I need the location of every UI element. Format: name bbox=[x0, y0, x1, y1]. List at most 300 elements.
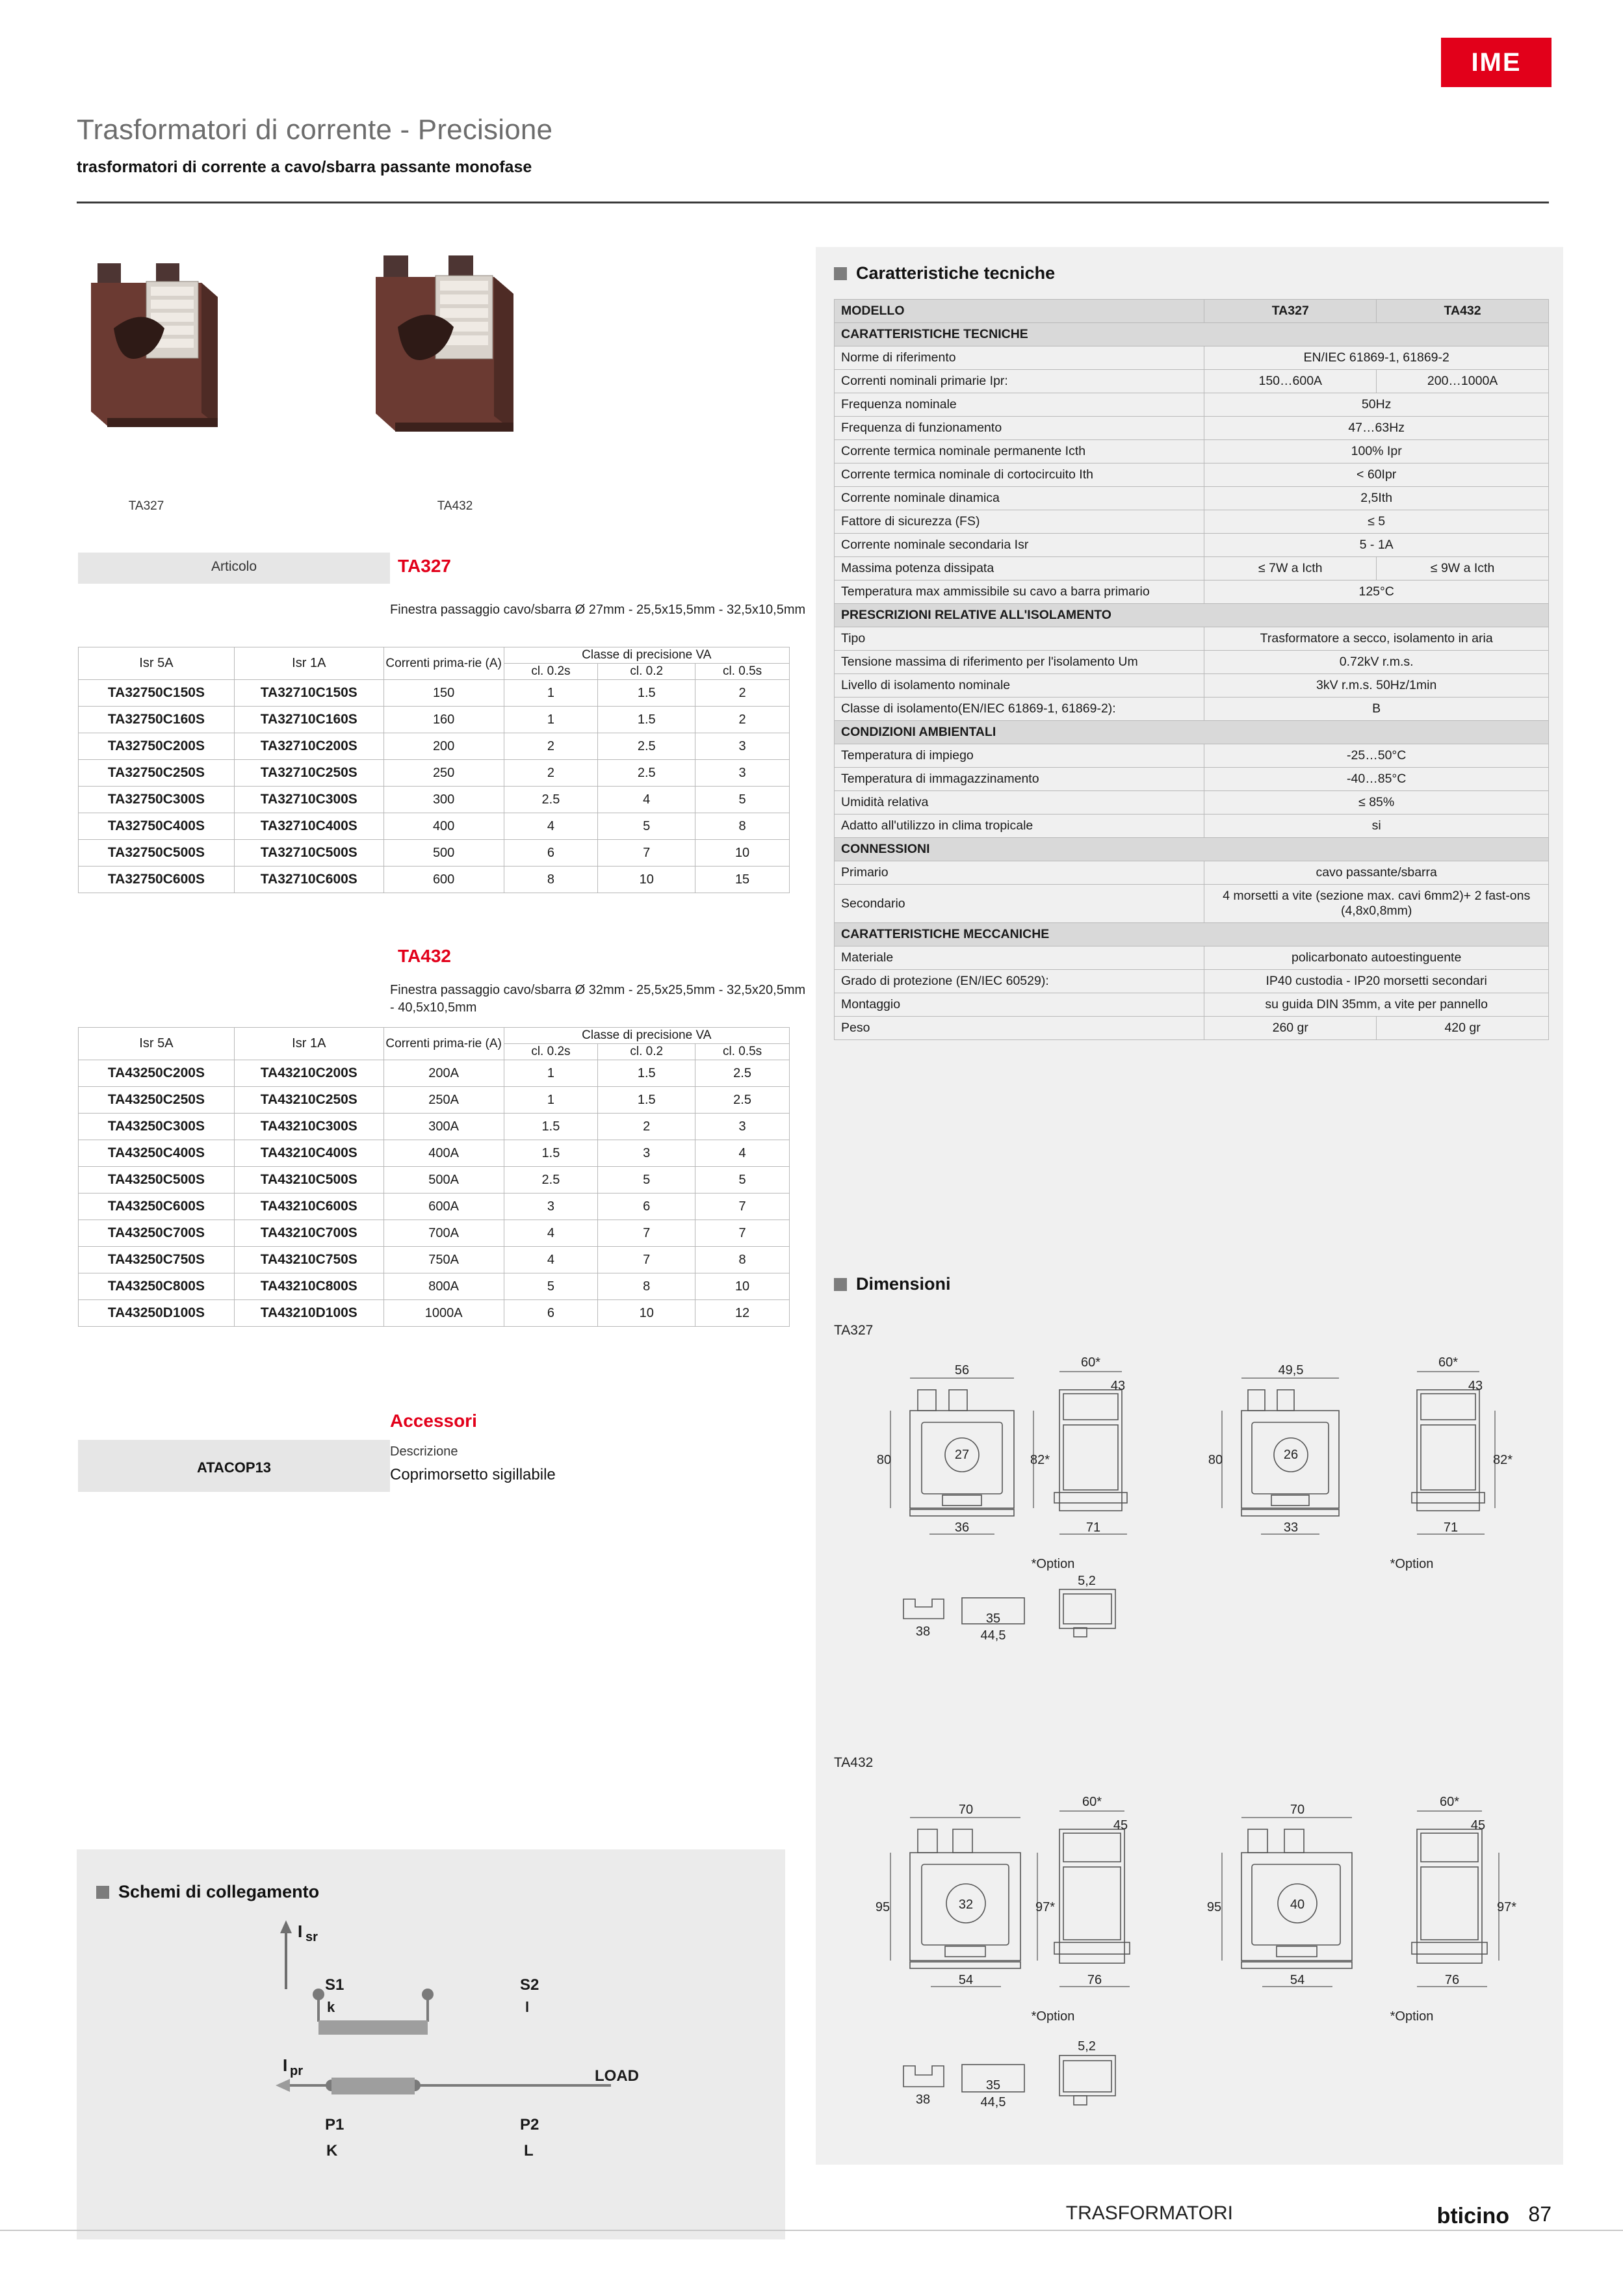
tech-row bbox=[835, 510, 1549, 534]
cell-cl05s: 3 bbox=[695, 1114, 790, 1140]
tech-row-value: 0.72kV r.m.s. bbox=[1204, 651, 1549, 674]
col-cl05s: cl. 0.5s bbox=[695, 1044, 790, 1060]
cell-isr5a: TA43250D100S bbox=[79, 1300, 235, 1327]
tech-row-value: si bbox=[1204, 815, 1549, 838]
tech-row-label: Massima potenza dissipata bbox=[835, 557, 1204, 581]
page-number: 87 bbox=[1528, 2202, 1552, 2226]
cell-cl05s: 3 bbox=[695, 760, 790, 787]
col-isr5a: Isr 5A bbox=[79, 647, 235, 680]
svg-text:43: 43 bbox=[1468, 1379, 1483, 1393]
header-divider bbox=[77, 202, 1549, 203]
tech-table bbox=[834, 299, 1549, 1040]
page-title: Trasformatori di corrente - Precisione bbox=[77, 114, 553, 146]
cell-primary-current: 750A bbox=[383, 1247, 504, 1273]
tech-row-value: cavo passante/sbarra bbox=[1204, 861, 1549, 885]
cell-cl02: 7 bbox=[598, 1220, 695, 1247]
cell-cl02: 10 bbox=[598, 867, 695, 893]
tech-row-value-ta327: 150…600A bbox=[1204, 370, 1377, 393]
footer-divider bbox=[0, 2230, 1623, 2231]
tech-row-value: 4 morsetti a vite (sezione max. cavi 6mm2)+ 2 fast-ons (4,8x0,8mm) bbox=[1204, 885, 1549, 923]
cell-isr5a: TA43250C700S bbox=[79, 1220, 235, 1247]
tech-section-row bbox=[835, 838, 1549, 861]
svg-text:56: 56 bbox=[954, 1363, 970, 1377]
cell-isr5a: TA32750C600S bbox=[79, 867, 235, 893]
svg-text:pr: pr bbox=[290, 2064, 303, 2078]
tech-row-value: policarbonato autoestinguente bbox=[1204, 946, 1549, 970]
table-row bbox=[79, 867, 790, 893]
cell-primary-current: 600A bbox=[383, 1194, 504, 1220]
tech-header-row bbox=[835, 300, 1549, 323]
cell-cl05s: 4 bbox=[695, 1140, 790, 1167]
svg-text:sr: sr bbox=[305, 1930, 318, 1944]
label-p1: P1 bbox=[325, 2116, 344, 2133]
accessori-desc-label: Descrizione bbox=[390, 1444, 458, 1459]
cell-primary-current: 200A bbox=[383, 1060, 504, 1087]
table-row bbox=[79, 1060, 790, 1087]
cell-cl05s: 10 bbox=[695, 840, 790, 867]
svg-text:I: I bbox=[298, 1922, 303, 1941]
tech-row-label: Peso bbox=[835, 1017, 1204, 1040]
svg-text:60*: 60* bbox=[1080, 1355, 1101, 1370]
svg-text:40: 40 bbox=[1290, 1898, 1305, 1912]
tech-row bbox=[835, 698, 1549, 721]
table-row bbox=[79, 1300, 790, 1327]
photo-caption-ta432: TA432 bbox=[437, 499, 473, 513]
svg-text:54: 54 bbox=[1290, 1973, 1305, 1987]
tech-row-label: Grado di protezione (EN/IEC 60529): bbox=[835, 970, 1204, 993]
tech-row-value: ≤ 85% bbox=[1204, 791, 1549, 815]
cell-isr5a: TA32750C250S bbox=[79, 760, 235, 787]
cell-isr5a: TA32750C160S bbox=[79, 707, 235, 733]
label-s1: S1 bbox=[325, 1976, 344, 1994]
svg-text:76: 76 bbox=[1087, 1973, 1102, 1987]
table-row-header bbox=[79, 647, 790, 664]
svg-text:82*: 82* bbox=[1030, 1453, 1050, 1467]
col-cl02: cl. 0.2 bbox=[598, 1044, 695, 1060]
cell-cl02: 10 bbox=[598, 1300, 695, 1327]
tech-row bbox=[835, 370, 1549, 393]
accessori-code: ATACOP13 bbox=[196, 1459, 272, 1476]
cell-isr1a: TA43210C500S bbox=[234, 1167, 383, 1194]
table-row bbox=[79, 1247, 790, 1273]
cell-isr1a: TA32710C250S bbox=[234, 760, 383, 787]
cell-cl02: 3 bbox=[598, 1140, 695, 1167]
cell-cl02: 5 bbox=[598, 1167, 695, 1194]
cell-cl05s: 10 bbox=[695, 1273, 790, 1300]
cell-cl05s: 15 bbox=[695, 867, 790, 893]
cell-cl02: 1.5 bbox=[598, 1060, 695, 1087]
table-row bbox=[79, 1194, 790, 1220]
cell-isr5a: TA43250C200S bbox=[79, 1060, 235, 1087]
tech-row-value-ta432: 420 gr bbox=[1377, 1017, 1549, 1040]
tech-row-label: Tipo bbox=[835, 627, 1204, 651]
col-cl02s: cl. 0.2s bbox=[504, 664, 598, 680]
tech-row-label: Corrente nominale secondaria Isr bbox=[835, 534, 1204, 557]
cell-isr5a: TA43250C300S bbox=[79, 1114, 235, 1140]
table-row bbox=[79, 787, 790, 813]
svg-text:70: 70 bbox=[1290, 1803, 1305, 1817]
cell-cl02s: 3 bbox=[504, 1194, 598, 1220]
tech-row bbox=[835, 487, 1549, 510]
tech-row-value: -40…85°C bbox=[1204, 768, 1549, 791]
ime-logo-text: IME bbox=[1471, 47, 1522, 77]
tech-row-label: Primario bbox=[835, 861, 1204, 885]
cell-cl02: 6 bbox=[598, 1194, 695, 1220]
cell-isr1a: TA32710C150S bbox=[234, 680, 383, 707]
cell-primary-current: 400 bbox=[383, 813, 504, 840]
table-ta432 bbox=[78, 1027, 790, 1327]
accessori-desc: Coprimorsetto sigillabile bbox=[390, 1466, 556, 1483]
table-row bbox=[79, 813, 790, 840]
table-row bbox=[79, 840, 790, 867]
cell-cl02s: 2 bbox=[504, 733, 598, 760]
cell-cl02s: 2.5 bbox=[504, 787, 598, 813]
cell-isr5a: TA32750C400S bbox=[79, 813, 235, 840]
cell-cl02s: 4 bbox=[504, 813, 598, 840]
tech-header-modello: MODELLO bbox=[835, 300, 1204, 323]
tech-section-row bbox=[835, 323, 1549, 346]
label-p2: P2 bbox=[520, 2116, 539, 2133]
svg-text:70: 70 bbox=[958, 1803, 974, 1817]
tech-row-label: Adatto all'utilizzo in clima tropicale bbox=[835, 815, 1204, 838]
tech-row-value: 47…63Hz bbox=[1204, 417, 1549, 440]
cell-isr5a: TA43250C250S bbox=[79, 1087, 235, 1114]
tech-row-value: EN/IEC 61869-1, 61869-2 bbox=[1204, 346, 1549, 370]
cell-isr5a: TA43250C800S bbox=[79, 1273, 235, 1300]
tech-row bbox=[835, 791, 1549, 815]
cell-cl02s: 5 bbox=[504, 1273, 598, 1300]
cell-primary-current: 600 bbox=[383, 867, 504, 893]
tech-row-label: Temperatura max ammissibile su cavo a barra primario bbox=[835, 581, 1204, 604]
tech-section-label: CONDIZIONI AMBIENTALI bbox=[835, 721, 1549, 744]
cell-isr5a: TA43250C750S bbox=[79, 1247, 235, 1273]
tech-row-value: 2,5Ith bbox=[1204, 487, 1549, 510]
tech-header-ta432: TA432 bbox=[1377, 300, 1549, 323]
cell-cl02s: 2.5 bbox=[504, 1167, 598, 1194]
svg-text:43: 43 bbox=[1110, 1379, 1126, 1393]
cell-primary-current: 160 bbox=[383, 707, 504, 733]
tech-row-label: Fattore di sicurezza (FS) bbox=[835, 510, 1204, 534]
cell-primary-current: 300 bbox=[383, 787, 504, 813]
cell-cl02s: 1.5 bbox=[504, 1140, 598, 1167]
cell-cl02s: 8 bbox=[504, 867, 598, 893]
cell-primary-current: 800A bbox=[383, 1273, 504, 1300]
col-correnti: Correnti prima-rie (A) bbox=[383, 1028, 504, 1060]
tech-header-ta327: TA327 bbox=[1204, 300, 1377, 323]
cell-cl05s: 2.5 bbox=[695, 1060, 790, 1087]
cell-primary-current: 500A bbox=[383, 1167, 504, 1194]
tech-section-label: CARATTERISTICHE MECCANICHE bbox=[835, 923, 1549, 946]
col-isr1a: Isr 1A bbox=[234, 647, 383, 680]
cell-isr1a: TA32710C160S bbox=[234, 707, 383, 733]
table-row-header bbox=[79, 1028, 790, 1044]
svg-text:I: I bbox=[283, 2055, 288, 2075]
svg-text:97*: 97* bbox=[1496, 1900, 1517, 1914]
dimension-drawing-ta432 bbox=[845, 1781, 1553, 2184]
svg-text:76: 76 bbox=[1444, 1973, 1460, 1987]
tech-row-value-ta432: 200…1000A bbox=[1377, 370, 1549, 393]
model-title-ta327: TA327 bbox=[398, 556, 451, 576]
svg-text:33: 33 bbox=[1283, 1520, 1299, 1535]
svg-text:45: 45 bbox=[1470, 1818, 1486, 1833]
model-title-ta432: TA432 bbox=[398, 946, 451, 966]
cell-isr1a: TA43210C600S bbox=[234, 1194, 383, 1220]
section-marker-icon bbox=[834, 267, 847, 280]
cell-cl05s: 8 bbox=[695, 1247, 790, 1273]
cell-cl02s: 6 bbox=[504, 840, 598, 867]
svg-text:26: 26 bbox=[1283, 1448, 1299, 1462]
svg-text:36: 36 bbox=[954, 1520, 970, 1535]
col-correnti: Correnti prima-rie (A) bbox=[383, 647, 504, 680]
cell-cl05s: 7 bbox=[695, 1194, 790, 1220]
tech-row bbox=[835, 440, 1549, 463]
cell-isr1a: TA32710C300S bbox=[234, 787, 383, 813]
label-k-big: K bbox=[326, 2142, 338, 2159]
tech-row-value: 5 - 1A bbox=[1204, 534, 1549, 557]
cell-isr1a: TA32710C200S bbox=[234, 733, 383, 760]
cell-isr1a: TA43210C700S bbox=[234, 1220, 383, 1247]
tech-row-label: Montaggio bbox=[835, 993, 1204, 1017]
cell-cl05s: 3 bbox=[695, 733, 790, 760]
table-row bbox=[79, 1273, 790, 1300]
tech-row-value: < 60Ipr bbox=[1204, 463, 1549, 487]
cell-cl05s: 2 bbox=[695, 680, 790, 707]
svg-text:95: 95 bbox=[1206, 1900, 1222, 1914]
footer-text: TRASFORMATORI bbox=[1065, 2202, 1233, 2224]
svg-text:54: 54 bbox=[958, 1973, 974, 1987]
svg-text:71: 71 bbox=[1443, 1520, 1459, 1535]
tech-section-label: CONNESSIONI bbox=[835, 838, 1549, 861]
dim-label-ta327: TA327 bbox=[834, 1323, 874, 1338]
cell-cl02s: 2 bbox=[504, 760, 598, 787]
svg-text:60*: 60* bbox=[1082, 1795, 1102, 1809]
tech-row bbox=[835, 393, 1549, 417]
page-subtitle: trasformatori di corrente a cavo/sbarra passante monofase bbox=[77, 158, 532, 176]
cell-cl02: 2 bbox=[598, 1114, 695, 1140]
cell-cl02s: 1.5 bbox=[504, 1114, 598, 1140]
tech-row-value: 3kV r.m.s. 50Hz/1min bbox=[1204, 674, 1549, 698]
cell-isr5a: TA32750C300S bbox=[79, 787, 235, 813]
cell-cl05s: 12 bbox=[695, 1300, 790, 1327]
svg-text:38: 38 bbox=[915, 1624, 931, 1639]
cell-cl05s: 2.5 bbox=[695, 1087, 790, 1114]
cell-cl02s: 4 bbox=[504, 1220, 598, 1247]
cell-cl02: 1.5 bbox=[598, 707, 695, 733]
accessori-title: Accessori bbox=[390, 1411, 477, 1431]
svg-text:*Option: *Option bbox=[1390, 1557, 1434, 1571]
cell-isr5a: TA32750C200S bbox=[79, 733, 235, 760]
cell-cl02s: 4 bbox=[504, 1247, 598, 1273]
cell-isr1a: TA32710C500S bbox=[234, 840, 383, 867]
svg-text:38: 38 bbox=[915, 2093, 931, 2107]
tech-row-value: 125°C bbox=[1204, 581, 1549, 604]
tech-row-value-ta327: 260 gr bbox=[1204, 1017, 1377, 1040]
window-note-ta327: Finestra passaggio cavo/sbarra Ø 27mm - 25,5x15,5mm - 32,5x10,5mm bbox=[390, 603, 806, 617]
dimensioni-title-group bbox=[834, 1274, 951, 1294]
cell-cl02s: 1 bbox=[504, 707, 598, 733]
ime-logo bbox=[1441, 38, 1552, 87]
tech-row-label: Corrente termica nominale permanente Icth bbox=[835, 440, 1204, 463]
tech-row-label: Umidità relativa bbox=[835, 791, 1204, 815]
col-isr1a: Isr 1A bbox=[234, 1028, 383, 1060]
svg-text:27: 27 bbox=[954, 1448, 970, 1462]
cell-isr1a: TA32710C400S bbox=[234, 813, 383, 840]
tech-section-row bbox=[835, 923, 1549, 946]
svg-text:44,5: 44,5 bbox=[980, 1628, 1006, 1643]
svg-text:60*: 60* bbox=[1439, 1795, 1460, 1809]
label-k-small: k bbox=[327, 1999, 335, 2015]
tech-row-label: Livello di isolamento nominale bbox=[835, 674, 1204, 698]
svg-text:*Option: *Option bbox=[1031, 1557, 1075, 1571]
col-cl02s: cl. 0.2s bbox=[504, 1044, 598, 1060]
tech-row bbox=[835, 768, 1549, 791]
cell-isr1a: TA43210C400S bbox=[234, 1140, 383, 1167]
tech-title-group bbox=[834, 263, 1055, 283]
tech-row-label: Temperatura di impiego bbox=[835, 744, 1204, 768]
table-row bbox=[79, 680, 790, 707]
col-cl05s: cl. 0.5s bbox=[695, 664, 790, 680]
table-row bbox=[79, 760, 790, 787]
tech-row-label: Frequenza nominale bbox=[835, 393, 1204, 417]
table-row bbox=[79, 1087, 790, 1114]
cell-cl02s: 1 bbox=[504, 680, 598, 707]
tech-row bbox=[835, 581, 1549, 604]
tech-row-label: Classe di isolamento(EN/IEC 61869-1, 61869-2): bbox=[835, 698, 1204, 721]
tech-row bbox=[835, 815, 1549, 838]
col-cl02: cl. 0.2 bbox=[598, 664, 695, 680]
cell-cl02: 7 bbox=[598, 1247, 695, 1273]
label-l-small: l bbox=[525, 1999, 530, 2015]
tech-row bbox=[835, 651, 1549, 674]
col-classe: Classe di precisione VA bbox=[504, 647, 789, 664]
svg-text:45: 45 bbox=[1113, 1818, 1128, 1833]
cell-cl02: 2.5 bbox=[598, 760, 695, 787]
svg-text:80: 80 bbox=[1208, 1453, 1223, 1467]
section-marker-icon bbox=[96, 1886, 109, 1899]
tech-section-label: CARATTERISTICHE TECNICHE bbox=[835, 323, 1549, 346]
tech-row-label: Frequenza di funzionamento bbox=[835, 417, 1204, 440]
table-ta327 bbox=[78, 647, 790, 893]
svg-text:71: 71 bbox=[1085, 1520, 1101, 1535]
col-classe: Classe di precisione VA bbox=[504, 1028, 789, 1044]
table-row bbox=[79, 1167, 790, 1194]
tech-row bbox=[835, 463, 1549, 487]
tech-row-value: 100% Ipr bbox=[1204, 440, 1549, 463]
cell-isr5a: TA43250C600S bbox=[79, 1194, 235, 1220]
cell-isr1a: TA43210C800S bbox=[234, 1273, 383, 1300]
label-load: LOAD bbox=[595, 2067, 639, 2085]
product-photo-ta432 bbox=[364, 246, 552, 486]
tech-row-value: su guida DIN 35mm, a vite per pannello bbox=[1204, 993, 1549, 1017]
svg-text:60*: 60* bbox=[1438, 1355, 1459, 1370]
svg-text:*Option: *Option bbox=[1031, 2009, 1075, 2024]
table-row bbox=[79, 1114, 790, 1140]
table-row bbox=[79, 707, 790, 733]
svg-text:80: 80 bbox=[876, 1453, 892, 1467]
label-s2: S2 bbox=[520, 1976, 539, 1994]
tech-row-label: Temperatura di immagazzinamento bbox=[835, 768, 1204, 791]
col-isr5a: Isr 5A bbox=[79, 1028, 235, 1060]
tech-row-value-ta327: ≤ 7W a Icth bbox=[1204, 557, 1377, 581]
cell-isr5a: TA43250C400S bbox=[79, 1140, 235, 1167]
tech-row bbox=[835, 744, 1549, 768]
tech-title: Caratteristiche tecniche bbox=[856, 263, 1056, 283]
cell-cl02s: 1 bbox=[504, 1060, 598, 1087]
tech-row-label: Norme di riferimento bbox=[835, 346, 1204, 370]
cell-cl02: 1.5 bbox=[598, 680, 695, 707]
svg-text:35: 35 bbox=[985, 2078, 1001, 2093]
label-l-big: L bbox=[524, 2142, 534, 2159]
tech-row bbox=[835, 861, 1549, 885]
tech-section-label: PRESCRIZIONI RELATIVE ALL'ISOLAMENTO bbox=[835, 604, 1549, 627]
svg-text:*Option: *Option bbox=[1390, 2009, 1434, 2024]
cell-isr1a: TA43210C750S bbox=[234, 1247, 383, 1273]
tech-row-value-ta432: ≤ 9W a Icth bbox=[1377, 557, 1549, 581]
cell-cl05s: 5 bbox=[695, 787, 790, 813]
tech-section-row bbox=[835, 604, 1549, 627]
cell-isr1a: TA32710C600S bbox=[234, 867, 383, 893]
tech-row-label: Secondario bbox=[835, 885, 1204, 923]
section-marker-icon bbox=[834, 1278, 847, 1291]
table-row bbox=[79, 1140, 790, 1167]
svg-text:49,5: 49,5 bbox=[1278, 1363, 1304, 1377]
tech-row-value: ≤ 5 bbox=[1204, 510, 1549, 534]
svg-text:44,5: 44,5 bbox=[980, 2095, 1006, 2109]
tech-row-value: IP40 custodia - IP20 morsetti secondari bbox=[1204, 970, 1549, 993]
tech-row bbox=[835, 970, 1549, 993]
cell-primary-current: 700A bbox=[383, 1220, 504, 1247]
cell-cl05s: 7 bbox=[695, 1220, 790, 1247]
cell-isr1a: TA43210C200S bbox=[234, 1060, 383, 1087]
tech-section-row bbox=[835, 721, 1549, 744]
tech-row-label: Tensione massima di riferimento per l'isolamento Um bbox=[835, 651, 1204, 674]
cell-isr5a: TA32750C150S bbox=[79, 680, 235, 707]
dimension-drawing-ta327 bbox=[845, 1339, 1553, 1716]
cell-cl02s: 1 bbox=[504, 1087, 598, 1114]
tech-row-label: Correnti nominali primarie Ipr: bbox=[835, 370, 1204, 393]
cell-primary-current: 1000A bbox=[383, 1300, 504, 1327]
tech-row bbox=[835, 627, 1549, 651]
tech-row bbox=[835, 534, 1549, 557]
tech-row-value: -25…50°C bbox=[1204, 744, 1549, 768]
tech-row-value: B bbox=[1204, 698, 1549, 721]
tech-row-label: Corrente termica nominale di cortocircuito Ith bbox=[835, 463, 1204, 487]
cell-isr1a: TA43210C250S bbox=[234, 1087, 383, 1114]
articolo-label: Articolo bbox=[211, 559, 257, 574]
cell-cl02: 8 bbox=[598, 1273, 695, 1300]
cell-cl02: 7 bbox=[598, 840, 695, 867]
cell-cl02: 2.5 bbox=[598, 733, 695, 760]
cell-primary-current: 200 bbox=[383, 733, 504, 760]
tech-row bbox=[835, 1017, 1549, 1040]
svg-text:82*: 82* bbox=[1492, 1453, 1513, 1467]
table-row bbox=[79, 1220, 790, 1247]
tech-row bbox=[835, 993, 1549, 1017]
tech-row bbox=[835, 885, 1549, 923]
cell-primary-current: 250A bbox=[383, 1087, 504, 1114]
cell-cl05s: 5 bbox=[695, 1167, 790, 1194]
schemi-title: Schemi di collegamento bbox=[118, 1882, 320, 1901]
wiring-diagram bbox=[247, 1911, 663, 2197]
cell-primary-current: 250 bbox=[383, 760, 504, 787]
svg-text:32: 32 bbox=[958, 1898, 974, 1912]
table-row bbox=[79, 733, 790, 760]
tech-row-label: Corrente nominale dinamica bbox=[835, 487, 1204, 510]
cell-primary-current: 400A bbox=[383, 1140, 504, 1167]
cell-cl05s: 8 bbox=[695, 813, 790, 840]
cell-isr1a: TA43210C300S bbox=[234, 1114, 383, 1140]
dim-label-ta432: TA432 bbox=[834, 1755, 874, 1770]
